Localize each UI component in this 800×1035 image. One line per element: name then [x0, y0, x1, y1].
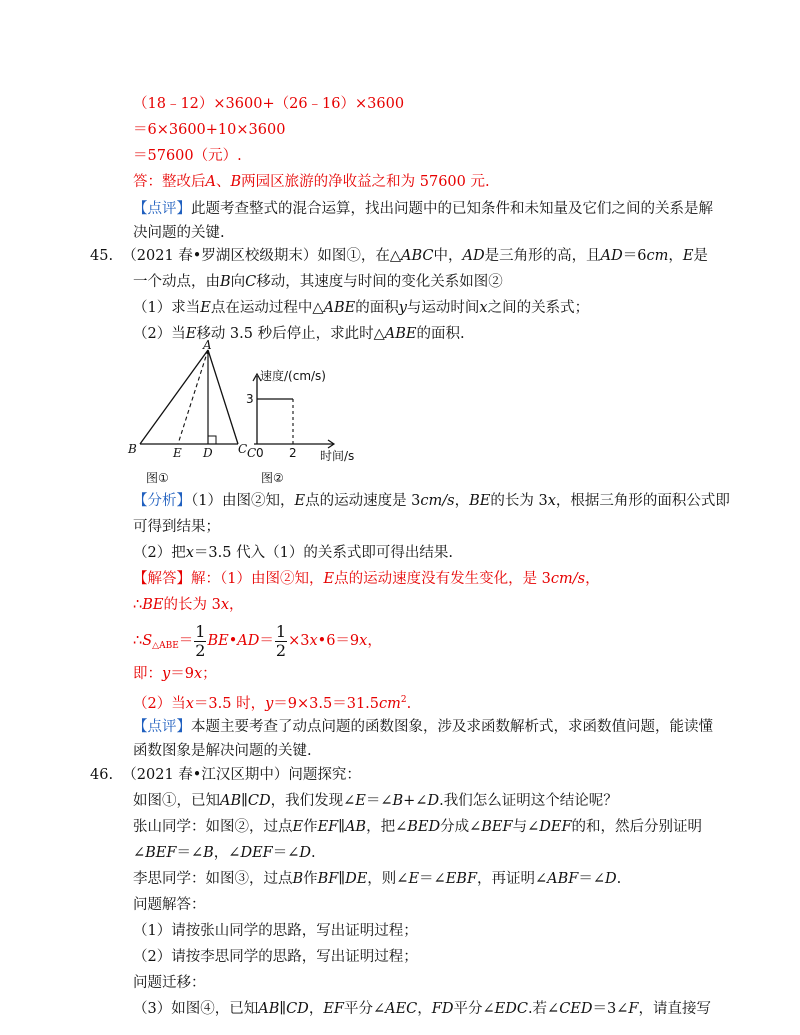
sol44-line-1: （18﹣12）×3600+（26﹣16）×3600 — [133, 96, 405, 112]
sol44-line-3: ＝57600（元）. — [133, 148, 242, 164]
label-c: C — [238, 442, 248, 456]
sol44-answer: 答：整改后A、B两园区旅游的净收益之和为 57600 元. — [133, 174, 490, 190]
q45-part-2: （2）当E移动 3.5 秒后停止，求此时△ABE的面积. — [133, 326, 465, 342]
solution-comment: 【点评】本题主要考查了动点问题的函数图象，涉及求函数解析式，求函数值问题，能读懂 — [133, 719, 713, 735]
q46-part-2: （2）请按李思同学的思路，写出证明过程； — [133, 949, 418, 965]
q46-transfer-heading: 问题迁移： — [133, 975, 206, 991]
side-ac — [208, 350, 238, 444]
q46-zhangshan-line-1: 张山同学：如图②，过点E作EF∥AB，把∠BED分成∠BEF与∠DEF的和，然后分别证明 — [133, 819, 703, 835]
q46-lisi-line: 李思同学：如图③，过点B作BF∥DE，则∠E＝∠EBF，再证明∠ABF＝∠D. — [133, 871, 622, 887]
solution-comment-cont: 函数图象是解决问题的关键. — [133, 743, 312, 759]
solution-tag: 【解答】 — [133, 571, 191, 587]
q46-part-3: （3）如图④，已知AB∥CD，EF平分∠AEC，FD平分∠EDC.若∠CED＝3∠F，请直接写 — [133, 1001, 711, 1017]
analysis-line-2: 可得到结果； — [133, 519, 220, 535]
side-ab — [140, 350, 208, 444]
solution-line-2: ∴BE的长为 3x， — [133, 597, 244, 613]
y-axis-label: 速度/(cm/s) — [260, 369, 326, 383]
origin-label-c: C — [247, 446, 257, 460]
figure-2-graph — [246, 368, 354, 485]
x-tick-label: 2 — [289, 446, 297, 460]
fraction-one-half-2: $\frac{1}{2}$ — [275, 621, 287, 660]
q45-stem-line-1: 45. （2021 春•罗湖区校级期末）如图①，在△ABC中，AD是三角形的高，且AD＝6cm，E是 — [90, 248, 708, 264]
q46-answer-heading: 问题解答： — [133, 897, 206, 913]
origin-label-0: 0 — [256, 446, 264, 460]
q46-zhangshan-line-2: ∠BEF＝∠B，∠DEF＝∠D. — [133, 845, 316, 861]
q45-stem-line-2: 一个动点，由B向C移动，其速度与时间的变化关系如图② — [133, 274, 503, 290]
q46-stem-line-2: 如图①，已知AB∥CD，我们发现∠E＝∠B+∠D.我们怎么证明这个结论呢？ — [133, 793, 618, 809]
analysis-line-3: （2）把x＝3.5 代入（1）的关系式即可得出结果. — [133, 545, 453, 561]
sol44-line-2: ＝6×3600+10×3600 — [133, 122, 286, 138]
segment-ae — [178, 350, 208, 444]
q45-part-1: （1）求当E点在运动过程中△ABE的面积y与运动时间x之间的关系式； — [133, 300, 590, 316]
solution-line-1: 【解答】解：（1）由图②知，E点的运动速度没有发生变化，是 3cm/s， — [133, 571, 600, 587]
label-e: E — [173, 446, 182, 460]
figure-1-triangle — [127, 338, 247, 485]
label-b: B — [128, 442, 137, 456]
question-number: 46. — [90, 767, 114, 783]
analysis-line-1: 【分析】（1）由图②知，E点的运动速度是 3cm/s，BE的长为 3x，根据三角形的面积公式即 — [133, 493, 730, 509]
comment-tag: 【点评】 — [133, 201, 191, 217]
analysis-tag: 【分析】 — [133, 493, 191, 509]
q45-figures — [120, 336, 380, 496]
x-axis-label: 时间/s — [320, 449, 355, 463]
solution-line-5: （2）当x＝3.5 时，$y=9\times 3.5=31.5cm^2$. — [133, 695, 412, 712]
label-a: A — [203, 338, 212, 352]
fraction-one-half: $\frac{1}{2}$ — [195, 621, 206, 660]
sol44-comment-cont: 决问题的关键. — [133, 225, 225, 241]
question-number: 45. — [90, 248, 114, 264]
q46-stem-line-1: 46. （2021 春•江汉区期中）问题探究： — [90, 767, 361, 783]
y-tick-label: 3 — [246, 392, 254, 406]
solution-area-formula: $\therefore S_{\triangle ABE}=$ $\frac{1}{2}$ BE•AD＝ $\frac{1}{2}$ ×3x•6＝9x， — [133, 621, 382, 660]
figure-1-caption: 图① — [146, 471, 169, 485]
right-angle-mark — [208, 436, 216, 444]
figure-2-caption: 图② — [261, 471, 284, 485]
q46-part-1: （1）请按张山同学的思路，写出证明过程； — [133, 923, 418, 939]
label-d: D — [203, 446, 213, 460]
solution-line-4: 即：y＝9x； — [133, 666, 217, 682]
sol44-comment: 【点评】此题考查整式的混合运算，找出问题中的已知条件和未知量及它们之间的关系是解 — [133, 201, 713, 217]
comment-tag: 【点评】 — [133, 719, 191, 735]
